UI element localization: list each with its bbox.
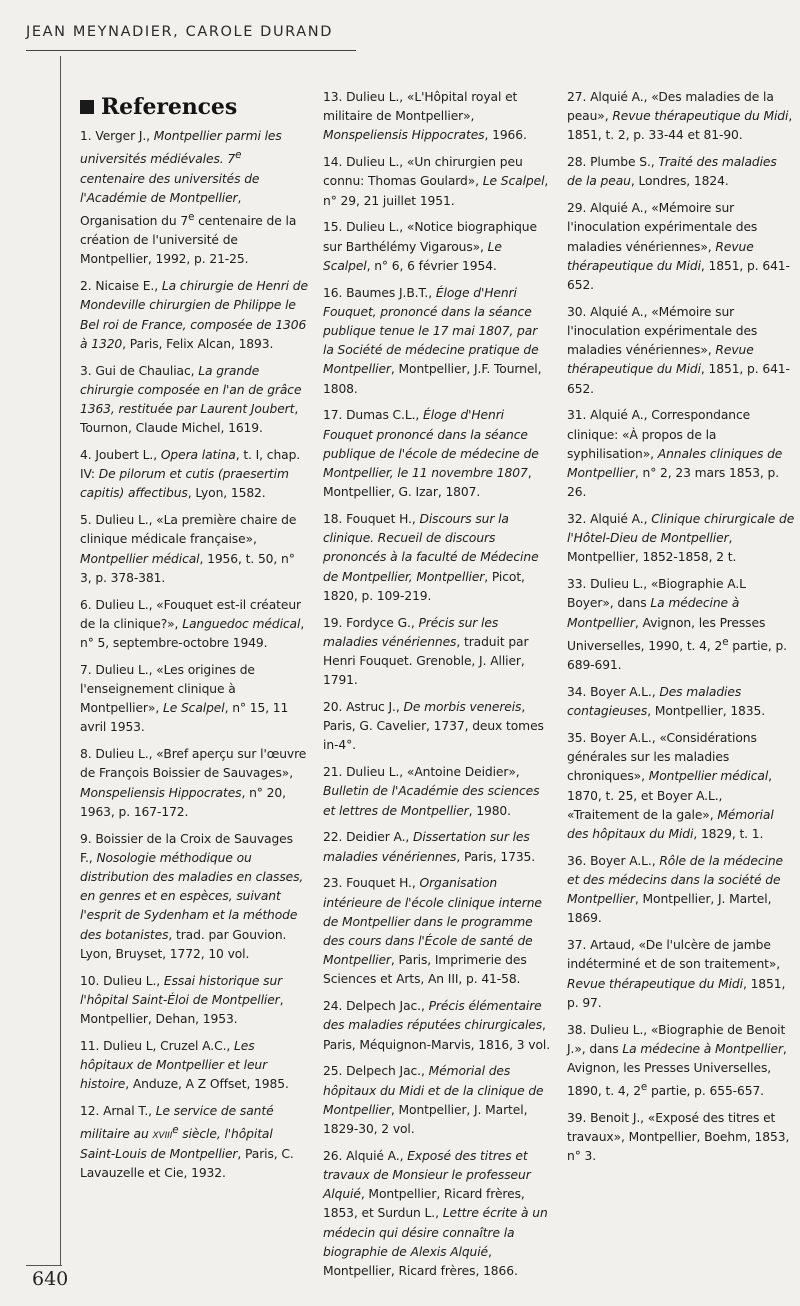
reference-text: Discours sur la clinique. Recueil de discours prononcés à la faculté de Médecine de Montpellier, Montpellier — [323, 512, 539, 584]
reference-text: 38. Dulieu L., «Biographie de Benoit J.», dans — [567, 1022, 786, 1056]
reference-item — [323, 763, 551, 821]
reference-text: 10. Dulieu L., — [80, 973, 164, 988]
reference-text: , Avignon, les Presses Universelles, 1890, t. 4, 2 — [567, 1041, 787, 1099]
reference-text: 18. Fouquet H., — [323, 512, 420, 527]
reference-text: , n° 2, 23 mars 1853, p. 26. — [567, 466, 780, 500]
reference-item — [323, 284, 551, 399]
reference-text: , Montpellier, J.F. Tournel, 1808. — [323, 362, 542, 396]
reference-item — [80, 661, 308, 738]
reference-text: 12. Arnal T., — [80, 1104, 156, 1119]
reference-text: 11. Dulieu L, Cruzel A.C., — [80, 1038, 234, 1053]
reference-item — [80, 972, 308, 1030]
reference-text: Languedoc médical — [182, 616, 301, 631]
reference-text: La médecine à Montpellier — [567, 596, 740, 630]
reference-item — [567, 1021, 795, 1102]
reference-text: , Montpellier, J. Martel, 1829-30, 2 vol. — [323, 1102, 528, 1137]
reference-item — [323, 1062, 551, 1139]
reference-text: e — [722, 635, 729, 648]
reference-text: , 1870, t. 25, et Boyer A.L., «Traitement de la gale», — [567, 769, 772, 822]
reference-text: , Paris, 1735. — [456, 849, 536, 864]
reference-text: , Montpellier, Ricard frères, 1866. — [323, 1244, 518, 1279]
reference-text: La médecine à Montpellier — [622, 1041, 783, 1056]
reference-text: 35. Boyer A.L., «Considérations générales sur les maladies chroniques», — [567, 730, 757, 784]
reference-text: Opera latina — [160, 448, 236, 463]
reference-item — [567, 510, 795, 568]
reference-text: 22. Deidier A., — [323, 830, 413, 845]
reference-text: La grande chirurgie composée en l'an de grâce 1363, restituée par Laurent Joubert — [80, 363, 302, 417]
reference-text: Bulletin de l'Académie des sciences et lettres de Montpellier — [323, 784, 540, 818]
reference-text: , Picot, 1820, p. 109-219. — [323, 569, 525, 603]
reference-item — [567, 1109, 795, 1167]
reference-text: , Lyon, 1582. — [187, 486, 266, 501]
reference-text: , Montpellier, G. Izar, 1807. — [323, 466, 532, 500]
reference-text: , Montpellier, J. Martel, 1869. — [567, 892, 772, 926]
reference-text: Mémorial des hôpitaux du Midi — [567, 807, 774, 841]
reference-text: , 1966. — [484, 128, 527, 143]
reference-text: 34. Boyer A.L., — [567, 684, 660, 699]
reference-text: e — [172, 1124, 179, 1137]
margin-rule — [60, 56, 61, 1266]
reference-text: , 1851, p. 641-652. — [567, 258, 790, 293]
reference-text: 9. Boissier de la Croix de Sauvages F., — [80, 831, 293, 865]
reference-text: 33. Dulieu L., «Biographie A.L Boyer», dans — [567, 577, 746, 611]
reference-item — [567, 153, 795, 191]
reference-text: Le Scalpel — [482, 174, 545, 189]
reference-text: Rôle de la médecine et des médecins dans la société de Montpellier — [567, 853, 783, 907]
reference-text: partie, p. 689-691. — [567, 638, 787, 673]
reference-text: Lettre écrite à un médecin qui désire connaître la biographie de Alexis Alquié — [323, 1206, 548, 1259]
reference-item — [323, 698, 551, 756]
reference-text: , Avignon, les Presses Universelles, 1990, t. 4, 2 — [567, 615, 766, 653]
reference-text: 19. Fordyce G., — [323, 615, 419, 630]
reference-text: partie, p. 655-657. — [647, 1084, 764, 1099]
reference-column-3 — [567, 88, 795, 1174]
reference-item — [80, 362, 308, 439]
reference-item — [567, 303, 795, 399]
reference-text: Revue thérapeutique du Midi — [567, 976, 743, 991]
reference-text: Organisation intérieure de l'école clinique interne de Montpellier dans le programme des cours dans l'École de santé de Montpellier — [323, 876, 542, 968]
reference-item — [80, 511, 308, 588]
reference-item — [80, 127, 308, 270]
reference-text: , Anduze, A Z Offset, 1985. — [125, 1077, 289, 1092]
reference-text: 27. Alquié A., «Des maladies de la peau», — [567, 90, 774, 124]
reference-text: , Organisation du 7 — [80, 190, 242, 228]
running-head: JEAN MEYNADIER, CAROLE DURAND — [26, 24, 333, 40]
reference-text: , Paris, Méquignon-Marvis, 1816, 3 vol. — [323, 1018, 551, 1052]
reference-text: , Montpellier, Dehan, 1953. — [80, 992, 284, 1027]
reference-text: 16. Baumes J.B.T., — [323, 285, 436, 300]
reference-text: centenaire de la création de l'université de Montpellier, 1992, p. 21-25. — [80, 214, 297, 267]
reference-text: siècle, l'hôpital Saint-Louis de Montpellier — [80, 1127, 273, 1161]
reference-item — [323, 406, 551, 502]
reference-text: 30. Alquié A., «Mémoire sur l'inoculation expérimentale des maladies vénériennes», — [567, 304, 758, 358]
reference-text: 8. Dulieu L., «Bref aperçu sur l'œuvre de François Boissier de Sauvages», — [80, 747, 307, 781]
reference-text: 25. Delpech Jac., — [323, 1064, 429, 1079]
reference-text: Revue thérapeutique du Midi — [567, 239, 754, 273]
reference-text: , 1851, t. 2, p. 33-44 et 81-90. — [567, 109, 793, 143]
reference-text: 36. Boyer A.L., — [567, 853, 660, 868]
reference-item — [567, 575, 795, 675]
reference-text: 13. Dulieu L., «L'Hôpital royal et militaire de Montpellier», — [323, 90, 518, 124]
page-number: 640 — [32, 1268, 69, 1290]
reference-text: Précis élémentaire des maladies réputées chirurgicales — [323, 999, 543, 1033]
reference-text: 39. Benoit J., «Exposé des titres et travaux», Montpellier, Boehm, 1853, n° 3. — [567, 1111, 790, 1164]
reference-item — [567, 852, 795, 929]
reference-text: Les hôpitaux de Montpellier et leur histoire — [80, 1038, 268, 1092]
reference-text: e — [235, 149, 242, 162]
reference-text: 29. Alquié A., «Mémoire sur l'inoculation expérimentale des maladies vénériennes», — [567, 201, 758, 254]
reference-item — [323, 510, 551, 606]
reference-item — [80, 1102, 308, 1183]
reference-text: 3. Gui de Chauliac, — [80, 363, 199, 378]
reference-item — [567, 936, 795, 1013]
reference-text: La chirurgie de Henri de Mondeville chirurgien de Philippe le Bel roi de France, composée de 1306 à 1320 — [80, 279, 308, 351]
reference-item — [323, 614, 551, 691]
reference-text: Clinique chirurgicale de l'Hôtel-Dieu de Montpellier — [567, 512, 795, 546]
reference-text: , n° 6, 6 février 1954. — [366, 258, 497, 273]
reference-item — [567, 406, 795, 502]
reference-text: , 1956, t. 50, n° 3, p. 378-381. — [80, 551, 295, 585]
reference-text: , 1980. — [468, 803, 511, 818]
reference-text: , Montpellier, 1835. — [647, 704, 766, 719]
reference-text: 1. Verger J., — [80, 129, 154, 143]
reference-text: , Tournon, Claude Michel, 1619. — [80, 402, 299, 436]
reference-text: , 1851, p. 97. — [567, 976, 786, 1010]
reference-item — [323, 997, 551, 1055]
reference-item — [567, 88, 795, 146]
reference-text: , Montpellier, 1852-1858, 2 t. — [567, 531, 737, 565]
reference-item — [567, 199, 795, 295]
square-bullet-icon — [80, 100, 94, 114]
reference-text: Précis sur les maladies vénériennes — [323, 615, 499, 649]
reference-text: e — [188, 210, 195, 223]
footer-rule — [26, 1265, 62, 1266]
reference-text: 26. Alquié A., — [323, 1148, 408, 1163]
reference-text: Traité des maladies de la peau — [567, 155, 777, 189]
reference-item — [80, 596, 308, 654]
reference-text: , n° 20, 1963, p. 167-172. — [80, 785, 286, 819]
reference-text: Mémorial des hôpitaux du Midi et de la clinique de Montpellier — [323, 1064, 544, 1117]
reference-text: 32. Alquié A., — [567, 512, 652, 527]
reference-text: Nosologie méthodique ou distribution des maladies en classes, en genres et en espèces, suivant l'esprit de Sydenham et la méthode des botanistes — [80, 850, 304, 942]
reference-text: Revue thérapeutique du Midi — [567, 343, 754, 377]
reference-item — [323, 1147, 551, 1281]
reference-item — [80, 745, 308, 822]
reference-text: Montpellier parmi les universités médiévales. 7 — [80, 129, 282, 167]
reference-text: , t. I, chap. IV: — [80, 448, 301, 482]
reference-text: , n° 15, 11 avril 1953. — [80, 701, 289, 735]
reference-item — [323, 153, 551, 211]
reference-text: Annales cliniques de Montpellier — [567, 446, 783, 481]
reference-list-3 — [567, 88, 795, 1167]
reference-text: Revue thérapeutique du Midi — [612, 109, 789, 124]
reference-text: Exposé des titres et travaux de Monsieur le professeur Alquié — [323, 1148, 531, 1202]
reference-column-1 — [80, 93, 308, 1191]
reference-text: Dissertation sur les maladies vénériennes — [323, 830, 530, 864]
reference-text: Le Scalpel — [323, 239, 502, 273]
reference-item — [323, 828, 551, 866]
reference-item — [80, 830, 308, 964]
reference-text: 28. Plumbe S., — [567, 155, 659, 170]
reference-list-2 — [323, 88, 551, 1281]
reference-item — [323, 88, 551, 146]
reference-text: , Paris, Imprimerie des Sciences et Arts, An III, p. 41-58. — [323, 953, 527, 987]
reference-text: 4. Joubert L., — [80, 448, 161, 463]
reference-text: 23. Fouquet H., — [323, 876, 420, 891]
reference-item — [80, 277, 308, 354]
reference-text: 21. Dulieu L., «Antoine Deidier», — [323, 765, 520, 780]
reference-text: Monspeliensis Hippocrates — [323, 128, 485, 143]
reference-text: 31. Alquié A., Correspondance clinique: «À propos de la syphilisation», — [567, 408, 751, 461]
reference-text: , trad. par Gouvion. Lyon, Bruyset, 1772, 10 vol. — [80, 927, 287, 961]
section-title-text: References — [101, 94, 238, 120]
reference-text: 37. Artaud, «De l'ulcère de jambe indéterminé et de son traitement», — [567, 938, 781, 972]
reference-text: 17. Dumas C.L., — [323, 408, 424, 423]
reference-text: 14. Dulieu L., «Un chirurgien peu connu: Thomas Goulard», — [323, 155, 523, 189]
reference-text: , Paris, C. Lavauzelle et Cie, 1932. — [80, 1146, 294, 1180]
reference-text: 7. Dulieu L., «Les origines de l'enseignement clinique à Montpellier», — [80, 662, 255, 716]
reference-text: Éloge d'Henri Fouquet, prononcé dans la séance publique tenue le 17 mai 1807, par la Société de médecine pratique de Montpellier — [323, 285, 539, 377]
reference-text: 6. Dulieu L., «Fouquet est-il créateur de la clinique?», — [80, 597, 302, 631]
reference-text: Montpellier médical — [80, 551, 200, 566]
reference-text: 5. Dulieu L., «La première chaire de clinique médicale française», — [80, 513, 297, 547]
reference-text: Des maladies contagieuses — [567, 684, 742, 719]
reference-text: 24. Delpech Jac., — [323, 999, 429, 1014]
reference-item — [80, 1037, 308, 1095]
reference-text: , 1829, t. 1. — [693, 826, 764, 841]
reference-item — [323, 218, 551, 276]
reference-text: , n° 5, septembre-octobre 1949. — [80, 616, 305, 651]
reference-text: e — [640, 1081, 648, 1094]
reference-text: 15. Dulieu L., «Notice biographique sur Barthélémy Vigarous», — [323, 220, 537, 254]
reference-text: Monspeliensis Hippocrates — [80, 785, 242, 800]
reference-text: , Paris, G. Cavelier, 1737, deux tomes in-4°. — [323, 700, 544, 753]
section-title — [80, 93, 308, 121]
reference-text: , 1851, p. 641-652. — [567, 362, 790, 396]
reference-text: , Paris, Felix Alcan, 1893. — [122, 336, 274, 351]
reference-text: centenaire des universités de l'Académie de Montpellier — [80, 171, 260, 205]
reference-text: , traduit par Henri Fouquet. Grenoble, J. Allier, 1791. — [323, 634, 529, 688]
reference-text: Le Scalpel — [162, 701, 225, 716]
reference-text: Essai historique sur l'hôpital Saint-Éloi de Montpellier — [80, 973, 283, 1007]
reference-item — [323, 874, 551, 989]
reference-text: De morbis venereis — [403, 700, 522, 715]
reference-item — [80, 446, 308, 504]
reference-item — [567, 683, 795, 721]
reference-text: , n° 29, 21 juillet 1951. — [323, 174, 549, 208]
reference-column-2 — [323, 88, 551, 1289]
reference-text: , Londres, 1824. — [630, 174, 729, 189]
reference-item — [567, 729, 795, 844]
reference-list-1 — [80, 127, 308, 1183]
reference-text: Le service de santé militaire au — [80, 1104, 274, 1142]
reference-text: xviii — [152, 1127, 173, 1142]
reference-text: 2. Nicaise E., — [80, 279, 162, 294]
header-rule — [26, 50, 356, 51]
reference-text: De pilorum et cutis (praesertim capitis) affectibus — [80, 467, 289, 501]
reference-text: Montpellier médical — [648, 769, 769, 784]
reference-text: Éloge d'Henri Fouquet prononcé dans la séance publique de l'école de médecine de Montpellier, le 11 novembre 1807 — [323, 408, 539, 481]
reference-text: 20. Astruc J., — [323, 700, 404, 715]
reference-text: , Montpellier, Ricard frères, 1853, et Surdun L., — [323, 1187, 525, 1221]
